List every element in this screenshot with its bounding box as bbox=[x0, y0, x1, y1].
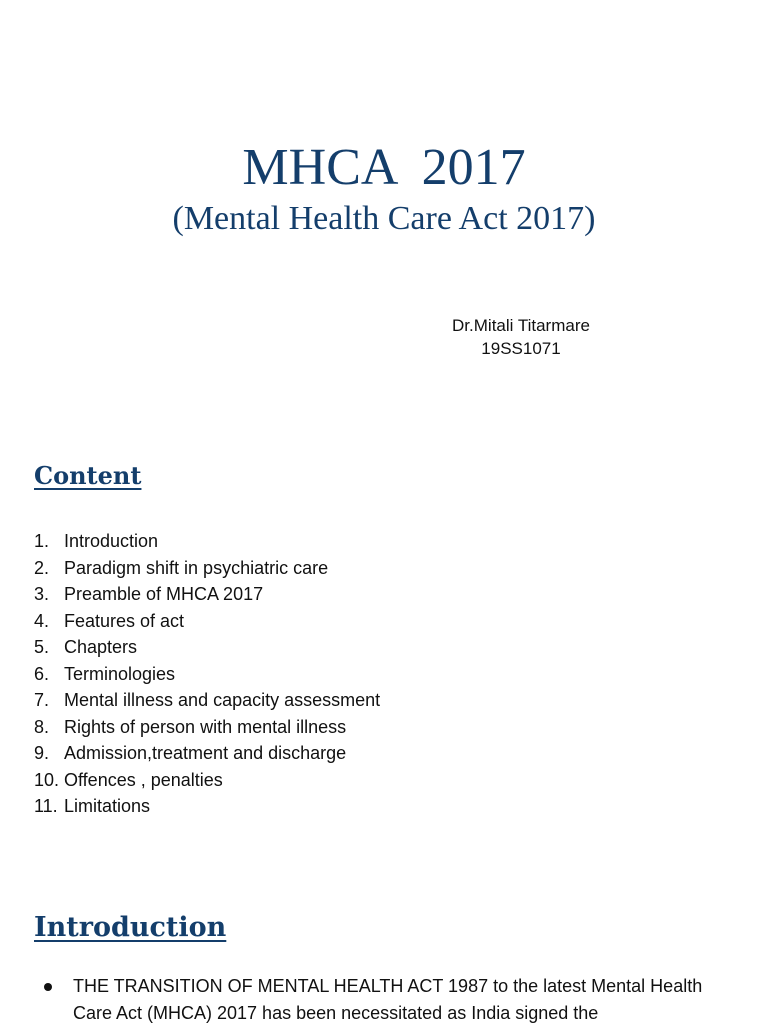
contents-item-number: 10. bbox=[34, 769, 60, 790]
contents-item-text: Admission,treatment and discharge bbox=[64, 743, 347, 763]
contents-item-number: 6. bbox=[34, 663, 50, 684]
contents-item-number: 2. bbox=[34, 557, 50, 578]
contents-item bbox=[34, 555, 380, 582]
introduction-heading: Introduction bbox=[34, 912, 227, 943]
contents-item-text: Rights of person with mental illness bbox=[64, 716, 347, 737]
introduction-bullets bbox=[40, 973, 720, 1027]
contents-item-text: Offences , penalties bbox=[64, 769, 223, 790]
contents-item-text: Mental illness and capacity assessment bbox=[64, 690, 381, 710]
contents-item bbox=[34, 793, 380, 820]
contents-item bbox=[34, 740, 380, 767]
document-subtitle: (Mental Health Care Act 2017) bbox=[172, 200, 596, 237]
contents-item-number: 3. bbox=[34, 584, 50, 604]
introduction-bullet bbox=[40, 973, 720, 1027]
contents-item-text: Chapters bbox=[64, 637, 138, 657]
document-title: MHCA 2017 bbox=[242, 139, 526, 196]
author-block bbox=[420, 314, 622, 360]
author-id: 19SS1071 bbox=[481, 339, 561, 358]
contents-item-text: Limitations bbox=[64, 796, 151, 816]
author-name: Dr.Mitali Titarmare bbox=[452, 316, 590, 335]
contents-item bbox=[34, 767, 380, 794]
contents-item-text: Preamble of MHCA 2017 bbox=[64, 584, 264, 604]
contents-item-number: 8. bbox=[34, 716, 50, 737]
contents-item-text: Features of act bbox=[64, 610, 185, 631]
contents-item-number: 5. bbox=[34, 637, 50, 657]
bullet-icon bbox=[44, 983, 52, 991]
contents-item-number: 1. bbox=[34, 531, 50, 551]
contents-item-number: 7. bbox=[34, 690, 50, 710]
contents-item bbox=[34, 714, 380, 741]
contents-list bbox=[34, 528, 380, 820]
contents-item-text: Introduction bbox=[64, 531, 159, 551]
content-heading: Content bbox=[34, 461, 142, 490]
contents-item bbox=[34, 687, 380, 714]
contents-item-number: 11. bbox=[34, 796, 58, 816]
contents-item-text: Terminologies bbox=[64, 663, 176, 684]
contents-item-number: 4. bbox=[34, 610, 50, 631]
contents-item-text: Paradigm shift in psychiatric care bbox=[64, 557, 329, 578]
contents-item bbox=[34, 528, 380, 555]
contents-item bbox=[34, 661, 380, 688]
introduction-bullet-text: THE TRANSITION OF MENTAL HEALTH ACT 1987 to the latest Mental Health Care Act (MHCA) 2017 has been necessitated as India signed the bbox=[73, 976, 703, 1023]
contents-item bbox=[34, 634, 380, 661]
contents-item-number: 9. bbox=[34, 743, 50, 763]
contents-item bbox=[34, 608, 380, 635]
contents-item bbox=[34, 581, 380, 608]
